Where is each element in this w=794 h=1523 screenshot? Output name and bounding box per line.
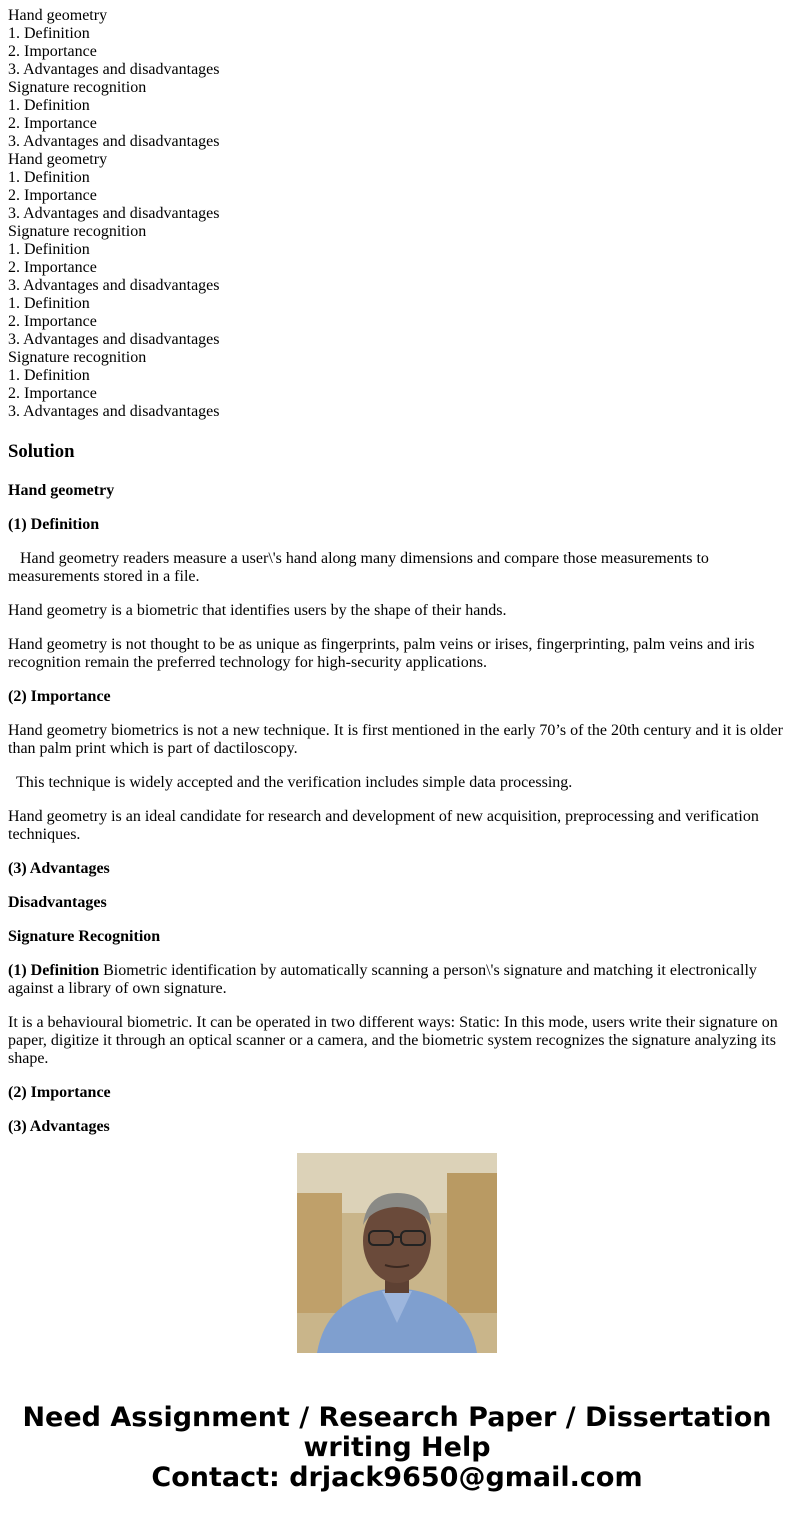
question-line: 3. Advantages and disadvantages — [8, 403, 220, 420]
author-photo-illustration — [297, 1153, 497, 1353]
question-line: 2. Importance — [8, 43, 97, 60]
question-line: 1. Definition — [8, 367, 90, 384]
signature-definition-paragraph: It is a behavioural biometric. It can be operated in two different ways: Static: In this mode, users write their signature on paper, digitize it through an optical scanner or a camera, and the biometric system recognizes the signature analyzing its shape. — [8, 1014, 778, 1067]
question-line: 1. Definition — [8, 241, 90, 258]
signature-definition-paragraph — [8, 962, 786, 998]
signature-importance-heading: (2) Importance — [8, 1084, 111, 1101]
question-line: 1. Definition — [8, 97, 90, 114]
signature-advantages-heading: (3) Advantages — [8, 1118, 110, 1135]
contact-banner-line: writing Help — [303, 1432, 491, 1463]
question-line: Hand geometry — [8, 7, 108, 24]
solution-section — [8, 438, 786, 1135]
question-line: 3. Advantages and disadvantages — [8, 133, 220, 150]
hand-geometry-definition-paragraph: Hand geometry is a biometric that identifies users by the shape of their hands. — [8, 602, 507, 619]
question-line: 3. Advantages and disadvantages — [8, 277, 220, 294]
contact-banner — [0, 1403, 794, 1493]
question-line: Hand geometry — [8, 151, 108, 168]
question-line: 2. Importance — [8, 187, 97, 204]
hand-geometry-importance-paragraph: Hand geometry biometrics is not a new technique. It is first mentioned in the early 70’s of the 20th century and it is older than palm print which is part of dactiloscopy. — [8, 722, 783, 757]
signature-recognition-title: Signature Recognition — [8, 928, 161, 945]
author-photo — [297, 1153, 497, 1353]
question-line: 3. Advantages and disadvantages — [8, 205, 220, 222]
solution-heading: Solution — [8, 441, 75, 462]
question-line: Signature recognition — [8, 349, 147, 366]
question-line: 3. Advantages and disadvantages — [8, 331, 220, 348]
question-line: 2. Importance — [8, 385, 97, 402]
hand-geometry-advantages-heading: (3) Advantages — [8, 860, 110, 877]
contact-banner-line: Need Assignment / Research Paper / Dissertation — [22, 1402, 772, 1433]
question-text — [8, 7, 220, 421]
signature-definition-text: Biometric identification by automatically scanning a person\'s signature and matching it electronically against a library of own signature. — [8, 962, 757, 997]
hand-geometry-definition-heading: (1) Definition — [8, 516, 100, 533]
hand-geometry-definition-paragraph: Hand geometry readers measure a user\'s hand along many dimensions and compare those measurements to measurements stored in a file. — [8, 550, 713, 585]
hand-geometry-definition-paragraph: Hand geometry is not thought to be as unique as fingerprints, palm veins or irises, fingerprinting, palm veins and iris recognition remain the preferred technology for high-security applications. — [8, 636, 755, 671]
question-line: 2. Importance — [8, 313, 97, 330]
hand-geometry-importance-heading: (2) Importance — [8, 688, 111, 705]
contact-email: Contact: drjack9650@gmail.com — [151, 1462, 643, 1493]
question-line: 1. Definition — [8, 295, 90, 312]
question-line: 2. Importance — [8, 259, 97, 276]
hand-geometry-title: Hand geometry — [8, 482, 115, 499]
question-line: 1. Definition — [8, 25, 90, 42]
hand-geometry-importance-paragraph: Hand geometry is an ideal candidate for research and development of new acquisition, preprocessing and verification techniques. — [8, 808, 759, 843]
question-line: 1. Definition — [8, 169, 90, 186]
question-line: Signature recognition — [8, 223, 147, 240]
question-line: Signature recognition — [8, 79, 147, 96]
question-line: 3. Advantages and disadvantages — [8, 61, 220, 78]
hand-geometry-importance-paragraph: This technique is widely accepted and the verification includes simple data processing. — [8, 774, 573, 791]
question-line: 2. Importance — [8, 115, 97, 132]
hand-geometry-disadvantages-heading: Disadvantages — [8, 894, 107, 911]
signature-definition-heading: (1) Definition — [8, 962, 100, 979]
